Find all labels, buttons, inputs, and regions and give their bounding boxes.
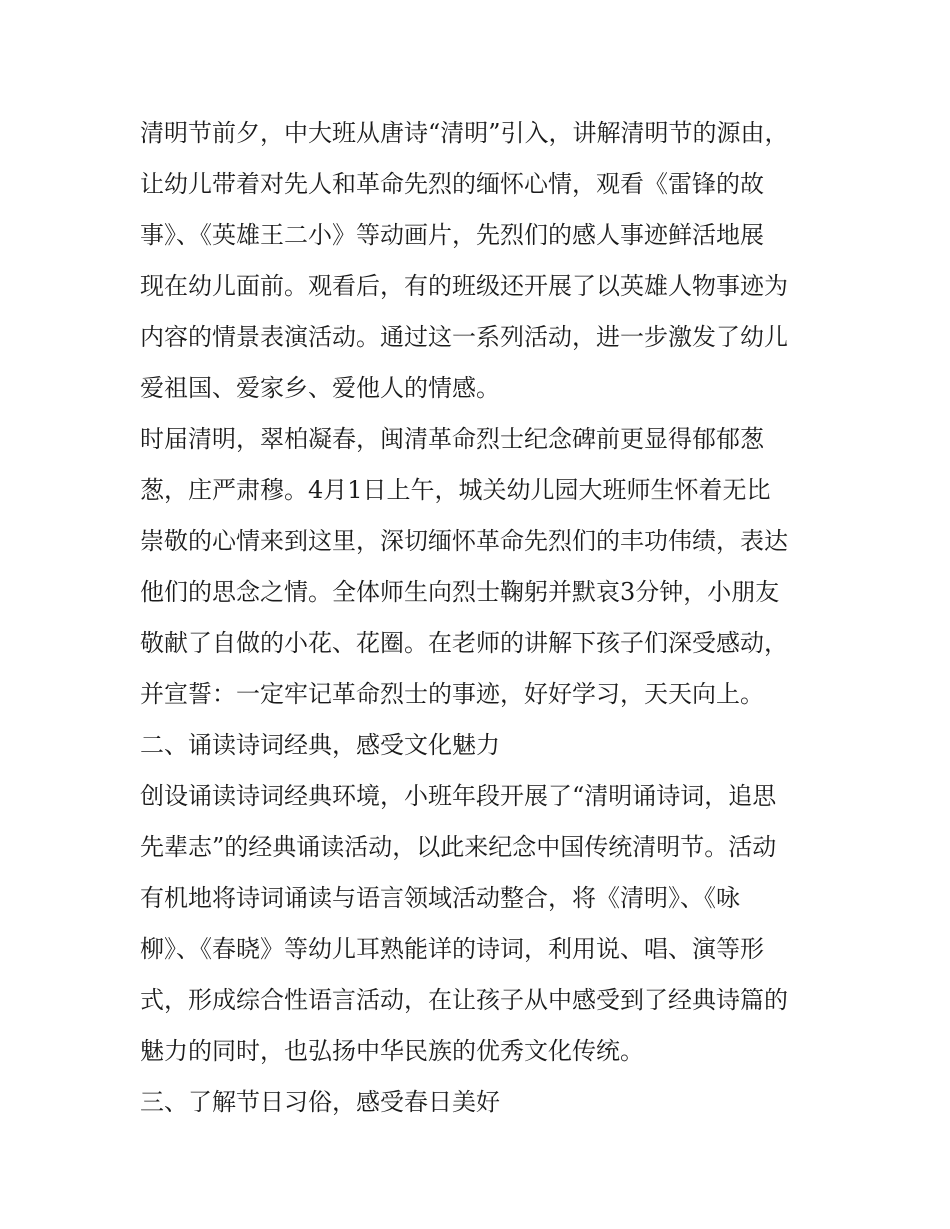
section-heading: 三、了解节日习俗，感受春日美好 [140,1088,500,1116]
paragraph-line: 内容的情景表演活动。通过这一系列活动，进一步激发了幼儿 [140,323,788,351]
paragraph-line: 现在幼儿面前。观看后，有的班级还开展了以英雄人物事迹为 [140,272,788,300]
document-body [140,108,820,1128]
paragraph-line: 敬献了自做的小花、花圈。在老师的讲解下孩子们深受感动， [140,629,788,657]
paragraph-line: 时届清明，翠柏凝春，闽清革命烈士纪念碑前更显得郁郁葱 [140,425,764,453]
paragraph-line: 清明节前夕，中大班从唐诗“清明”引入，讲解清明节的源由， [140,119,789,147]
paragraph-line: 葱，庄严肃穆。4月1日上午，城关幼儿园大班师生怀着无比 [140,476,771,504]
paragraph-line: 先辈志”的经典诵读活动，以此来纪念中国传统清明节。活动 [140,833,777,861]
paragraph-line: 魅力的同时，也弘扬中华民族的优秀文化传统。 [140,1037,644,1065]
paragraph-line: 让幼儿带着对先人和革命先烈的缅怀心情，观看《雷锋的故 [140,170,764,198]
paragraph-line: 并宣誓：一定牢记革命烈士的事迹，好好学习，天天向上。 [140,680,764,708]
paragraph-line: 有机地将诗词诵读与语言领域活动整合，将《清明》、《咏 [140,884,740,912]
paragraph-line: 式，形成综合性语言活动，在让孩子从中感受到了经典诗篇的 [140,986,788,1014]
paragraph-line: 他们的思念之情。全体师生向烈士鞠躬并默哀3分钟，小朋友 [140,578,780,606]
paragraph-line: 事》、《英雄王二小》等动画片，先烈们的感人事迹鲜活地展 [140,221,764,249]
paragraph-line: 崇敬的心情来到这里，深切缅怀革命先烈们的丰功伟绩，表达 [140,527,788,555]
section-heading: 二、诵读诗词经典，感受文化魅力 [140,731,500,759]
paragraph-line: 柳》、《春晓》等幼儿耳熟能详的诗词，利用说、唱、演等形 [140,935,764,963]
paragraph-line: 创设诵读诗词经典环境，小班年段开展了“清明诵诗词，追思 [140,782,777,810]
paragraph-line: 爱祖国、爱家乡、爱他人的情感。 [140,374,500,402]
